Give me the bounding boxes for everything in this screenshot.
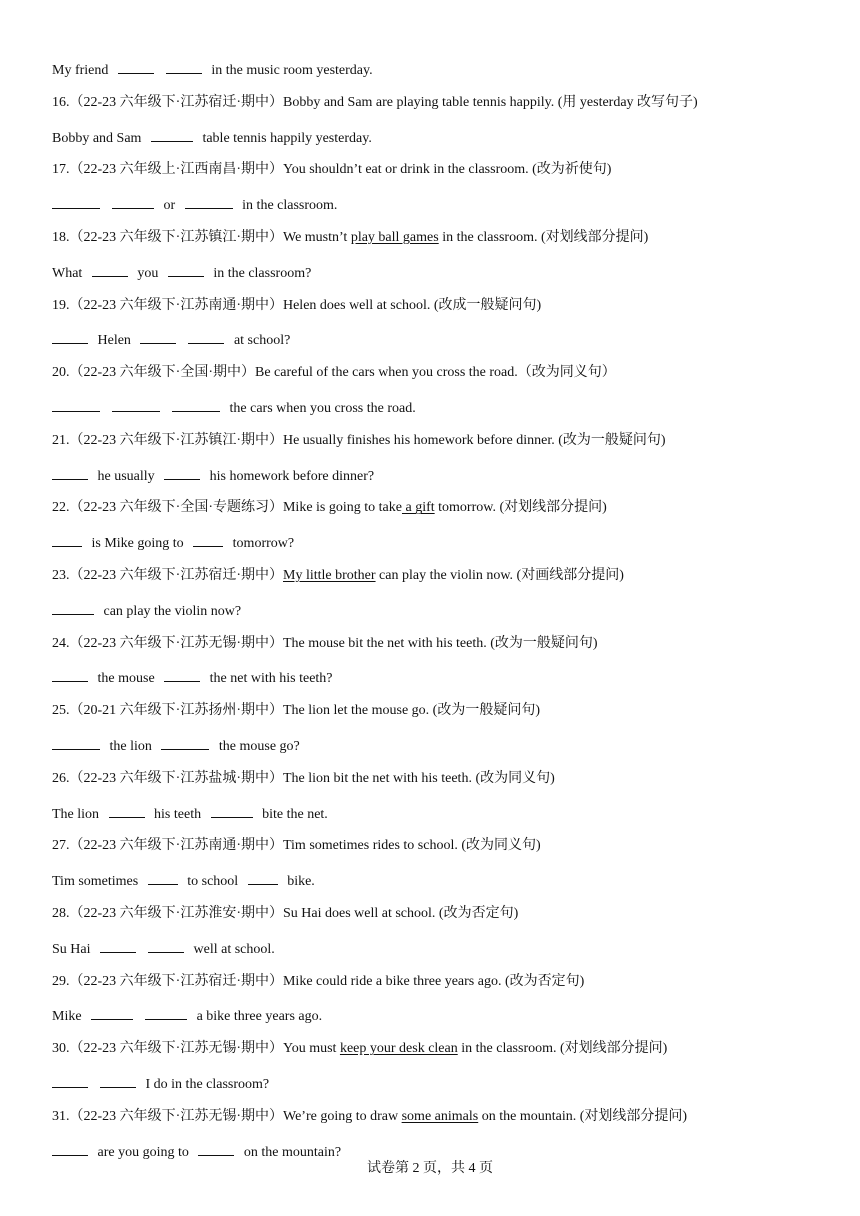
answer-line [52, 329, 820, 349]
answer-line [52, 532, 820, 552]
text-segment: 24.（22-23 六年级下·江苏无锡·期中）The mouse bit the net with his teeth. (改为一般疑问句) [52, 635, 598, 651]
answer-line [52, 600, 820, 620]
text-segment: or [160, 198, 179, 214]
question-prompt [52, 972, 820, 992]
text-segment: on the mountain? [240, 1144, 342, 1160]
answer-blank[interactable] [185, 194, 233, 209]
underlined-text: play ball games [350, 230, 439, 245]
text-segment: 22.（22-23 六年级下·全国·专题练习）Mike is going to take [52, 500, 402, 516]
text-segment: What [52, 265, 86, 281]
answer-blank[interactable] [148, 938, 184, 953]
answer-blank[interactable] [109, 803, 145, 818]
question-prompt [52, 769, 820, 789]
underlined-text: My little brother [283, 568, 376, 583]
question-prompt [52, 93, 820, 113]
question-prompt [52, 1107, 820, 1127]
question-prompt [52, 634, 820, 654]
answer-blank[interactable] [52, 397, 100, 412]
text-segment: Helen [94, 333, 135, 349]
underlined-text: some animals [401, 1108, 479, 1124]
answer-line [52, 465, 820, 485]
answer-blank[interactable] [112, 194, 154, 209]
answer-line [52, 1005, 820, 1025]
answer-line [52, 1141, 820, 1161]
text-segment: is Mike going to [88, 536, 188, 552]
text-segment: in the classroom. (对划线部分提问) [438, 230, 649, 245]
answer-blank[interactable] [118, 59, 154, 74]
page-footer: 试卷第 2 页，共 4 页 [367, 1161, 493, 1176]
text-segment: 31.（22-23 六年级下·江苏无锡·期中）We’re going to draw [52, 1108, 402, 1124]
question-prompt [52, 701, 820, 721]
underlined-text: keep your desk clean [339, 1041, 458, 1057]
question-prompt [52, 363, 820, 383]
answer-line [52, 870, 820, 890]
text-segment: the mouse go? [215, 739, 300, 754]
text-segment: I do in the classroom? [142, 1077, 270, 1092]
answer-blank[interactable] [52, 735, 100, 750]
text-segment: are you going to [94, 1144, 193, 1160]
text-segment: at school? [230, 333, 291, 349]
text-segment: Bobby and Sam [52, 130, 145, 146]
text-segment: the cars when you cross the road. [226, 401, 416, 416]
text-segment: his homework before dinner? [206, 468, 375, 484]
text-segment: 26.（22-23 六年级下·江苏盐城·期中）The lion bit the net with his teeth. (改为同义句) [52, 770, 555, 786]
answer-blank[interactable] [164, 465, 200, 480]
text-segment: 28.（22-23 六年级下·江苏淮安·期中）Su Hai does well at school. (改为否定句) [52, 906, 519, 921]
text-segment: the net with his teeth? [206, 671, 333, 687]
text-segment: 25.（20-21 六年级下·江苏扬州·期中）The lion let the mouse go. (改为一般疑问句) [52, 703, 541, 719]
text-segment: on the mountain. (对划线部分提问) [478, 1108, 688, 1124]
answer-line [52, 938, 820, 958]
answer-blank[interactable] [151, 127, 193, 142]
question-prompt [52, 836, 820, 856]
answer-line [52, 59, 820, 79]
text-segment: his teeth [150, 806, 205, 822]
answer-blank[interactable] [168, 262, 204, 277]
answer-blank[interactable] [148, 870, 178, 885]
text-segment: The lion [52, 806, 103, 822]
text-segment: bite the net. [258, 806, 328, 822]
text-segment: Mike [52, 1009, 86, 1025]
answer-blank[interactable] [211, 803, 253, 818]
text-segment: 17.（22-23 六年级上·江西南昌·期中）You shouldn’t eat or drink in the classroom. (改为祈使句) [52, 162, 612, 178]
answer-blank[interactable] [172, 397, 220, 412]
text-segment: in the classroom. (对划线部分提问) [457, 1041, 668, 1057]
answer-line [52, 194, 820, 214]
question-prompt [52, 296, 820, 316]
answer-line [52, 127, 820, 147]
answer-blank[interactable] [161, 735, 209, 750]
answer-line [52, 803, 820, 823]
answer-blank[interactable] [188, 329, 224, 344]
answer-blank[interactable] [100, 1073, 136, 1088]
text-segment: a bike three years ago. [193, 1009, 323, 1025]
text-segment: 29.（22-23 六年级下·江苏宿迁·期中）Mike could ride a bike three years ago. (改为否定句) [52, 973, 585, 989]
text-segment: in the classroom? [209, 265, 312, 281]
answer-blank[interactable] [52, 1073, 88, 1088]
text-segment: Tim sometimes [52, 874, 142, 890]
answer-blank[interactable] [140, 329, 176, 344]
question-prompt [52, 904, 820, 924]
answer-blank[interactable] [91, 1005, 133, 1020]
text-segment: My friend [52, 63, 112, 78]
text-segment: Su Hai [52, 941, 94, 957]
answer-blank[interactable] [52, 1141, 88, 1156]
answer-blank[interactable] [112, 397, 160, 412]
text-segment: 18.（22-23 六年级下·江苏镇江·期中）We mustn’t [52, 230, 351, 245]
text-segment: the lion [106, 739, 156, 754]
answer-blank[interactable] [100, 938, 136, 953]
text-segment: 27.（22-23 六年级下·江苏南通·期中）Tim sometimes rides to school. (改为同义句) [52, 838, 541, 854]
text-segment: 16.（22-23 六年级下·江苏宿迁·期中）Bobby and Sam are playing table tennis happily. (用 yesterday 改写句子) [52, 94, 698, 110]
text-segment: tomorrow. (对划线部分提问) [434, 500, 607, 516]
text-segment: he usually [94, 468, 159, 484]
answer-blank[interactable] [248, 870, 278, 885]
answer-blank[interactable] [166, 59, 202, 74]
answer-line [52, 667, 820, 687]
question-prompt [52, 1039, 820, 1059]
text-segment: you [133, 265, 162, 281]
question-prompt [52, 160, 820, 180]
text-segment: 30.（22-23 六年级下·江苏无锡·期中）You must [52, 1041, 340, 1057]
answer-blank[interactable] [193, 532, 223, 547]
answer-blank[interactable] [52, 667, 88, 682]
question-prompt [52, 498, 820, 518]
text-segment: 20.（22-23 六年级下·全国·期中）Be careful of the cars when you cross the road.（改为同义句） [52, 365, 616, 381]
text-segment: 23.（22-23 六年级下·江苏宿迁·期中） [52, 568, 283, 583]
answer-line [52, 397, 820, 417]
answer-blank[interactable] [52, 329, 88, 344]
answer-line [52, 735, 820, 755]
answer-blank[interactable] [198, 1141, 234, 1156]
underlined-text: a gift [401, 500, 435, 516]
question-prompt [52, 228, 820, 248]
text-segment: table tennis happily yesterday. [198, 130, 372, 146]
answer-blank[interactable] [145, 1005, 187, 1020]
answer-blank[interactable] [92, 262, 128, 277]
answer-blank[interactable] [52, 600, 94, 615]
answer-line [52, 262, 820, 282]
answer-blank[interactable] [164, 667, 200, 682]
text-segment: tomorrow? [229, 536, 295, 552]
answer-blank[interactable] [52, 194, 100, 209]
answer-blank[interactable] [52, 465, 88, 480]
text-segment: can play the violin now? [100, 603, 242, 619]
answer-line [52, 1073, 820, 1093]
text-segment: in the music room yesterday. [207, 63, 373, 78]
text-segment: 21.（22-23 六年级下·江苏镇江·期中）He usually finishes his homework before dinner. (改为一般疑问句) [52, 432, 666, 448]
text-segment: can play the violin now. (对画线部分提问) [375, 568, 624, 583]
question-prompt [52, 431, 820, 451]
text-segment: in the classroom. [238, 198, 338, 214]
text-segment: 19.（22-23 六年级下·江苏南通·期中）Helen does well at school. (改成一般疑问句) [52, 297, 542, 313]
text-segment: well at school. [190, 941, 275, 957]
question-prompt [52, 566, 820, 586]
text-segment: bike. [283, 874, 315, 890]
answer-blank[interactable] [52, 532, 82, 547]
text-segment: the mouse [94, 671, 159, 687]
text-segment: to school [183, 874, 242, 890]
